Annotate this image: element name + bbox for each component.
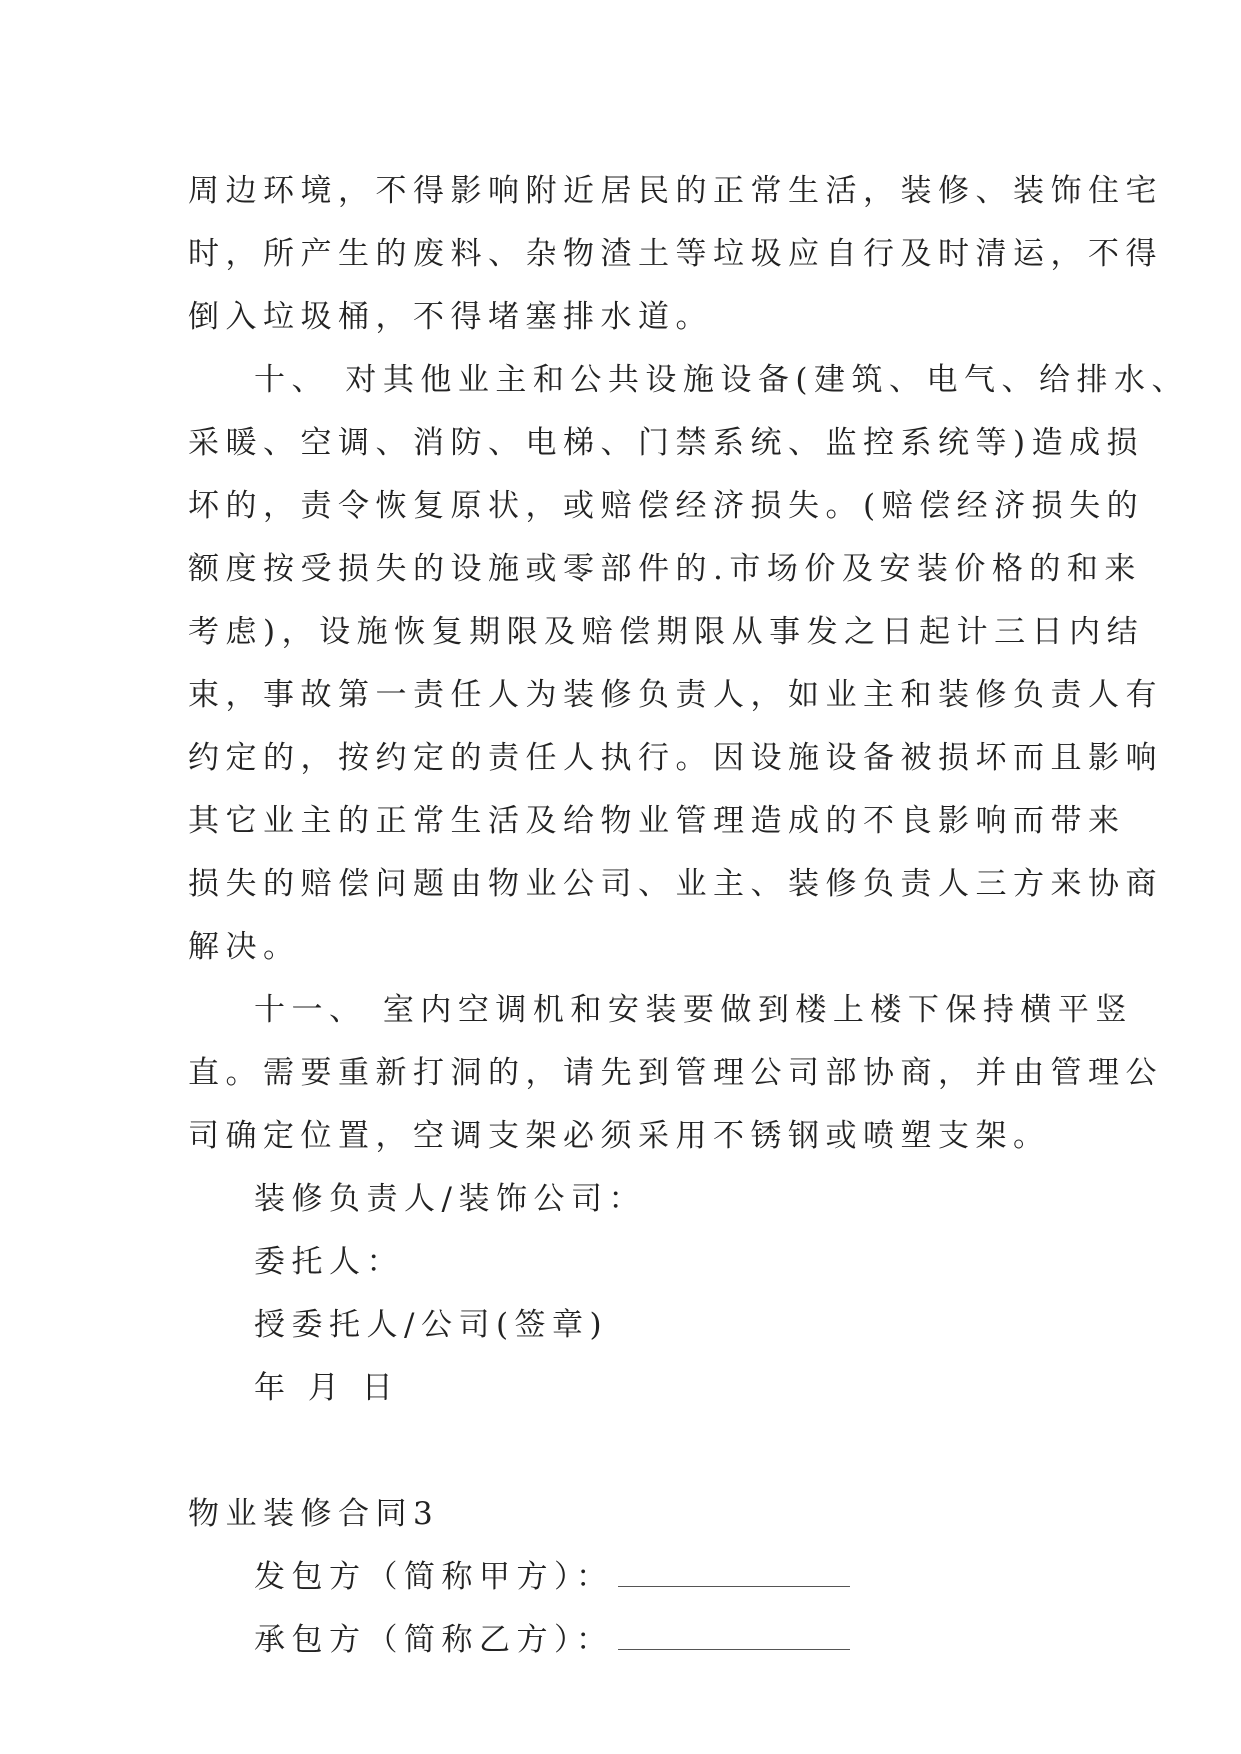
section-spacer [188, 1420, 1048, 1483]
party-a-label: 发包方（简称甲方）： [254, 1559, 614, 1595]
party-b-line [188, 1609, 1048, 1672]
signature-agent-line: 授委托人/公司(签章) [254, 1307, 609, 1343]
clause-10-line: 十、 对其他业主和公共设施设备(建筑、电气、给排水、 [254, 362, 1189, 398]
paragraph-line: 倒入垃圾桶，不得堵塞排水道。 [188, 299, 713, 335]
paragraph-line: 时，所产生的废料、杂物渣土等垃圾应自行及时清运，不得 [188, 236, 1163, 272]
paragraph-line: 解决。 [188, 929, 301, 965]
paragraph-line: 周边环境，不得影响附近居民的正常生活，装修、装饰住宅 [188, 173, 1163, 209]
paragraph-line: 损失的赔偿问题由物业公司、业主、装修负责人三方来协商 [188, 866, 1163, 902]
paragraph-line: 额度按受损失的设施或零部件的.市场价及安装价格的和来 [188, 551, 1142, 587]
paragraph-line: 直。需要重新打洞的，请先到管理公司部协商，并由管理公 [188, 1055, 1163, 1091]
paragraph-line: 考虑)，设施恢复期限及赔偿期限从事发之日起计三日内结 [188, 614, 1145, 650]
document-page [188, 160, 1189, 1672]
signature-principal-line: 委托人： [254, 1244, 404, 1280]
party-b-blank [618, 1625, 850, 1650]
paragraph-line: 约定的，按约定的责任人执行。因设施设备被损坏而且影响 [188, 740, 1163, 776]
party-b-label: 承包方（简称乙方）： [254, 1622, 614, 1658]
section-title: 物业装修合同3 [188, 1496, 440, 1532]
clause-11-line: 十一、 室内空调机和安装要做到楼上楼下保持横平竖 [254, 992, 1133, 1028]
paragraph-line: 坏的，责令恢复原状，或赔偿经济损失。(赔偿经济损失的 [188, 488, 1145, 524]
paragraph-line: 司确定位置，空调支架必须采用不锈钢或喷塑支架。 [188, 1118, 1051, 1154]
paragraph-line: 其它业主的正常生活及给物业管理造成的不良影响而带来 [188, 803, 1126, 839]
party-a-line [188, 1546, 1048, 1609]
paragraph-line: 束，事故第一责任人为装修负责人，如业主和装修负责人有 [188, 677, 1163, 713]
party-a-blank [618, 1562, 850, 1587]
signature-decorator-line: 装修负责人/装饰公司： [254, 1181, 646, 1217]
paragraph-line: 采暖、空调、消防、电梯、门禁系统、监控系统等)造成损 [188, 425, 1145, 461]
signature-date-line: 年 月 日 [254, 1370, 400, 1406]
